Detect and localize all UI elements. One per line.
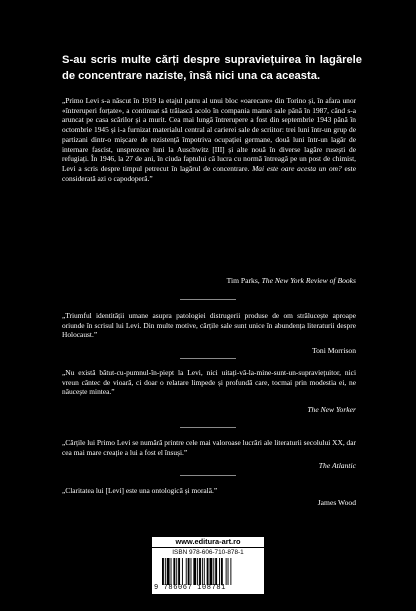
quote-new-yorker [62, 368, 356, 397]
quote-text: „Primo Levi s-a născut în 1919 la etajul patru al unui bloc «oarecare» din Torino și, în afara unor «întreruperi forțate», a continuat să trăiască acolo în compania mamei sale până în 1987, când s-a aruncat pe casa scărilor și a murit. Cea mai lungă întrerupere a fost din septembrie 1943 până în octombrie 1945 și i-a furnizat materialul central al carierei sale de scriitor: trei luni într-un grup de partizani dintr-o mișcare de rezistență împotriva ocupației germane, două luni într-un lagăr de internare fascist, unsprezece luni la Auschwitz [III] și alte nouă în diverse lagăre rusești de refugiați. În 1946, la 27 de ani, în ciuda faptului că lucra cu normă întreagă pe un post de chimist, Levi a scris despre timpul petrecut în lagărul de concentrare. [62, 96, 356, 173]
barcode-bar [226, 558, 227, 585]
barcode-bar [191, 558, 192, 585]
divider [180, 299, 236, 300]
barcode-bar [171, 558, 172, 585]
isbn-label: ISBN 978-606-710-878-1 [172, 549, 244, 556]
barcode-bar [197, 558, 198, 585]
attribution-the-atlantic [319, 461, 356, 471]
attribution-james-wood: James Wood [317, 498, 356, 507]
quote-text: „Triumful identității umane asupra patologiei distrugerii produse de om strălucește aproape oriunde în scrisul lui Levi. Din multe motive, cărțile sale sunt unice în abundența literaturii despre Holocaust.” [62, 311, 356, 340]
barcode-bar [204, 558, 205, 585]
quote-text: „Cărțile lui Primo Levi se numără printre cele mai valoroase lucrări ale literaturii secolului XX, dar cea mai mare creație a lui a fost el însuși.” [62, 438, 356, 457]
quote-the-atlantic [62, 438, 356, 457]
barcode-bar [162, 558, 164, 585]
barcode-bar [199, 558, 201, 585]
barcode-bar [173, 558, 175, 585]
attribution-source: The Atlantic [318, 461, 356, 470]
barcode-bars [162, 558, 254, 585]
quote-toni-morrison [62, 311, 356, 340]
quote-text-end: este considerată azi o capodoperă.” [62, 163, 356, 183]
barcode-bar [188, 558, 190, 585]
quote-tim-parks [62, 96, 356, 183]
barcode [152, 548, 264, 594]
barcode-bar [176, 558, 177, 585]
attribution-author: Tim Parks, [226, 276, 260, 285]
attribution-toni-morrison: Toni Morrison [312, 346, 356, 355]
quote-james-wood [62, 486, 356, 496]
barcode-bar [202, 558, 203, 585]
quote-text: „Nu există bătut-cu-pumnul-în-piept la Levi, nici uitați-vă-la-mine-sunt-un-supraviețuitor, nici vreun cântec de vioară, ci doar o relatare limpede și profundă care, tocmai prin modestia ei, ne năucește mintea.” [62, 368, 356, 397]
barcode-bar [186, 558, 187, 585]
barcode-bar [230, 558, 231, 585]
barcode-bar [178, 558, 180, 585]
barcode-bar [210, 558, 213, 585]
divider [180, 358, 236, 359]
barcode-bar [167, 558, 170, 585]
book-title: Mai este oare acesta un om? [252, 163, 342, 173]
divider [180, 475, 236, 476]
attribution-new-yorker [307, 405, 356, 415]
headline: S-au scris multe cărți despre supraviețuirea în lagărele de concentrare naziste, însă nici una ca aceasta. [62, 54, 362, 82]
barcode-bar [228, 558, 229, 585]
barcode-bar [221, 558, 223, 585]
barcode-bar [165, 558, 166, 585]
barcode-bar [219, 558, 220, 585]
divider [180, 427, 236, 428]
attribution-tim-parks [227, 276, 356, 286]
barcode-bar [207, 558, 209, 585]
quote-text: „Claritatea lui [Levi] este una ontologică și morală.” [62, 486, 218, 495]
barcode-bar [215, 558, 217, 585]
attribution-source: The New Yorker [307, 405, 356, 414]
attribution-source: The New York Review of Books [261, 276, 356, 285]
barcode-bar [213, 558, 214, 585]
publisher-website: www.editura-art.ro [152, 537, 264, 547]
barcode-bar [182, 558, 183, 585]
barcode-number: 9 786067 108781 [154, 584, 227, 592]
barcode-bar [193, 558, 196, 585]
